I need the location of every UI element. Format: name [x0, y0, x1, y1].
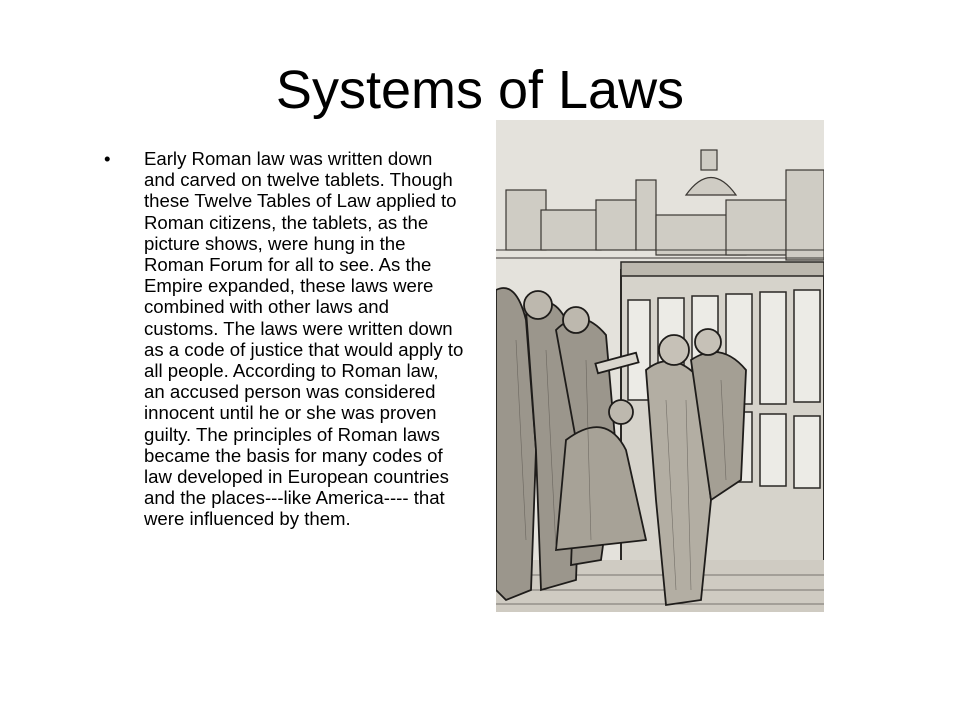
slide-title: Systems of Laws [275, 60, 685, 120]
bullet-marker: • [104, 148, 111, 169]
bullet-text: Early Roman law was written down and carved on twelve tablets. Though these Twelve Tables of Law applied to Roman citizens, the tablets, as the picture shows, were hung in the Roman Forum for all to see. As the Empire expanded, these laws were combined with other laws and customs. The laws were written down as a code of justice that would apply to all people. According to Roman law, an accused person was considered innocent until he or she was proven guilty. The principles of Roman laws became the basis for many codes of law developed in European countries and the places---like America---- that were influenced by them. [144, 148, 464, 530]
engraving-illustration [496, 120, 824, 612]
bullet-list [104, 148, 464, 530]
engraving-picture [496, 120, 824, 612]
